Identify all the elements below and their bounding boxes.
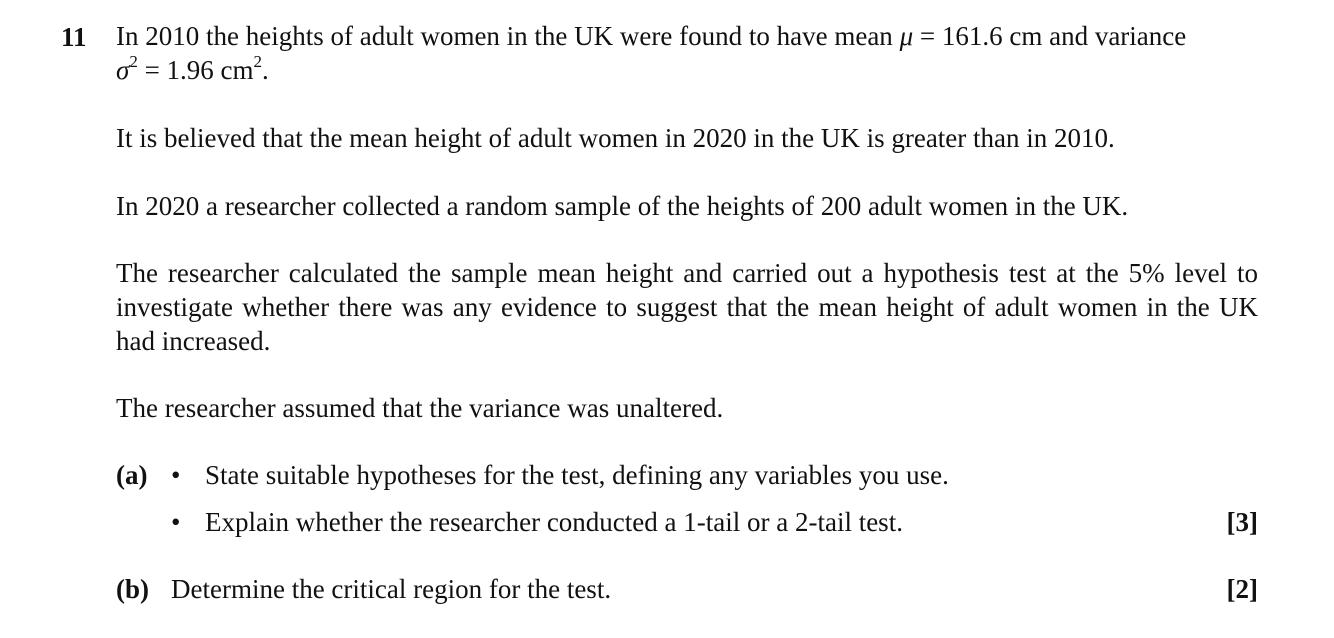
bullet-2-marker: • bbox=[171, 507, 181, 537]
mean-value-text: = 161.6 cm and variance bbox=[913, 21, 1187, 51]
sigma-exponent: 2 bbox=[129, 52, 138, 71]
paragraph-sample: In 2020 a researcher collected a random sample of the heights of 200 adult women in the UK. bbox=[116, 191, 1129, 221]
part-b-text: Determine the critical region for the test. bbox=[171, 574, 612, 604]
intro-text: In 2010 the heights of adult women in the UK were found to have mean bbox=[116, 21, 900, 51]
question-number: 11 bbox=[61, 22, 87, 52]
paragraph-belief: It is believed that the mean height of adult women in 2020 in the UK is greater than in 2010. bbox=[116, 123, 1115, 153]
part-b-label: (b) bbox=[116, 574, 149, 604]
intro-line-1 bbox=[116, 19, 1258, 53]
part-a-bullet-2: Explain whether the researcher conducted a 1-tail or a 2-tail test. bbox=[205, 507, 903, 537]
unit-exponent: 2 bbox=[253, 52, 263, 71]
part-a-label: (a) bbox=[116, 460, 148, 490]
part-a-marks: [3] bbox=[1226, 507, 1258, 537]
part-b-marks: [2] bbox=[1226, 574, 1258, 604]
paragraph-variance: The researcher assumed that the variance was unaltered. bbox=[116, 393, 724, 423]
sigma-symbol: σ bbox=[116, 55, 130, 85]
paragraph-test: The researcher calculated the sample mean height and carried out a hypothesis test at the 5% level to investigate whether there was any evidence to suggest that the mean height of adult women in the UK had increased. bbox=[116, 258, 1258, 356]
bullet-1-marker: • bbox=[171, 460, 181, 490]
mu-symbol: μ bbox=[899, 21, 914, 51]
intro-line-2 bbox=[116, 53, 1258, 87]
part-a-bullet-1: State suitable hypotheses for the test, defining any variables you use. bbox=[205, 460, 949, 490]
variance-value-text: = 1.96 cm bbox=[137, 55, 254, 85]
intro-end: . bbox=[262, 55, 269, 85]
